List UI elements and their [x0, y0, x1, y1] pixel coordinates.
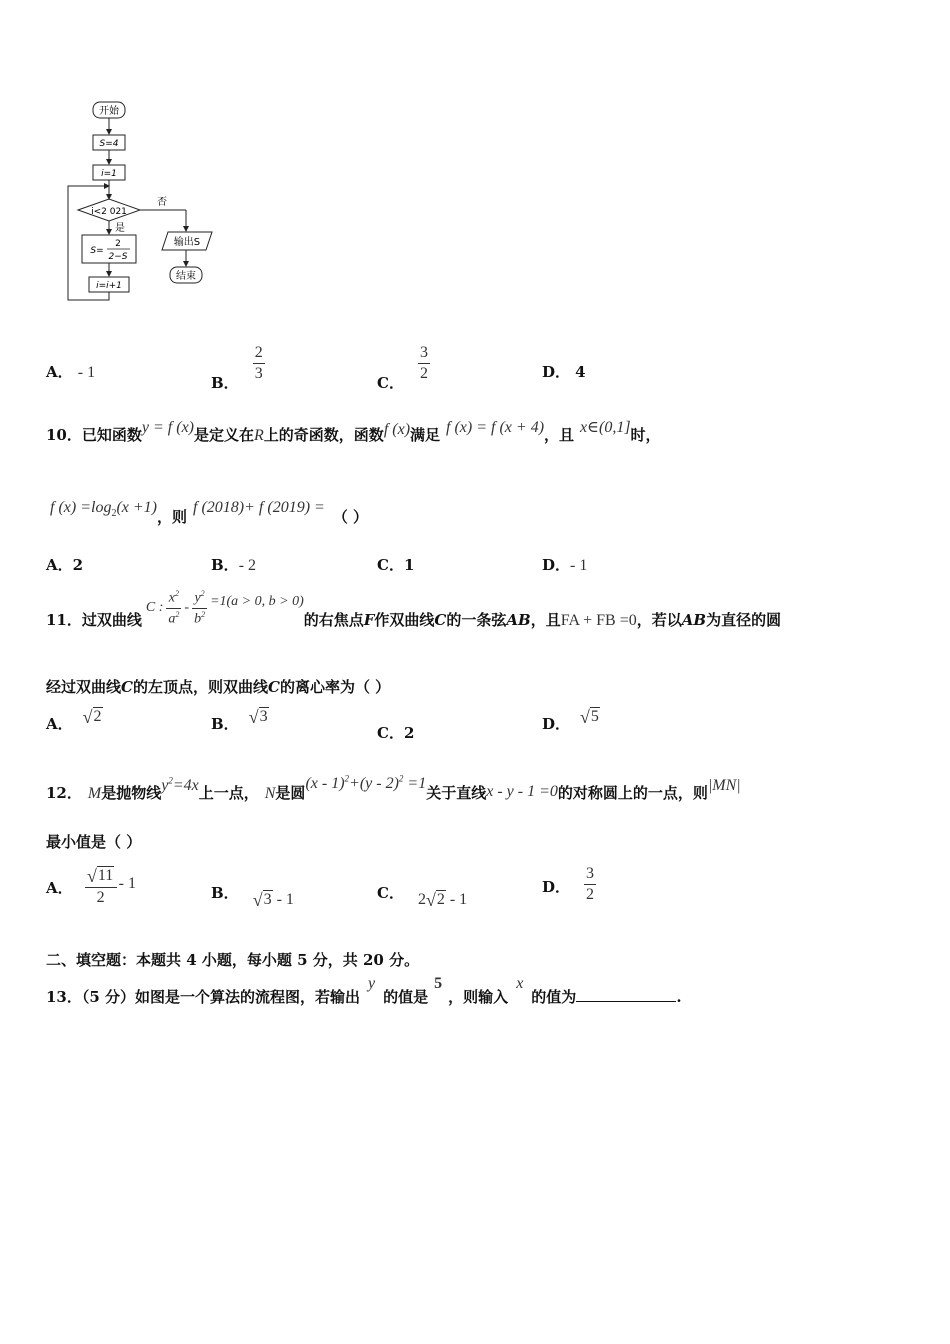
fraction-numerator: √ 11 [86, 865, 114, 886]
text: ，且 [544, 426, 575, 444]
q11-line2 [46, 676, 390, 697]
var-m: M [87, 785, 102, 802]
flow-condition-text: i<2 021 [91, 207, 127, 217]
parabola-rhs: =4x [172, 777, 199, 794]
text: 为直径的圆 [706, 610, 782, 629]
q9-option-c[interactable] [377, 334, 430, 393]
option-letter: C． [377, 724, 404, 742]
q12-option-c[interactable] [377, 884, 468, 910]
sup: 2 [398, 773, 404, 784]
text: 已知函数 [81, 426, 142, 444]
sup: 2 [200, 588, 205, 598]
option-letter: C． [377, 884, 404, 902]
option-value: 2 [72, 556, 84, 574]
option-coef: 2 [417, 891, 426, 908]
hyperbola-condition: =1(a > 0, b > 0) [210, 594, 304, 609]
option-fraction [253, 345, 265, 382]
fraction-numerator: 2 [254, 344, 263, 361]
option-tail: - 1 [276, 891, 294, 908]
q9-option-a[interactable] [46, 361, 95, 382]
text: （ ） [332, 508, 369, 526]
math-sum: f (2018)+ f (2019) = [193, 499, 325, 516]
text: 过双曲线 [81, 610, 142, 629]
flow-init-s-text: S=4 [99, 139, 119, 149]
question-number: 10． [46, 426, 82, 444]
sup: 2 [344, 773, 350, 784]
sup: 2 [201, 609, 206, 619]
flow-increment-text: i=i+1 [96, 281, 122, 291]
option-tail: - 1 [449, 891, 468, 908]
option-fraction [85, 866, 117, 906]
question-number: 12． [46, 784, 82, 802]
question-number: 11． [46, 610, 82, 629]
y-var: y [194, 590, 201, 606]
option-letter: D． [542, 715, 571, 733]
flow-no-label: 否 [157, 197, 167, 208]
text: 是定义在 [194, 426, 255, 444]
radicand: 3 [259, 708, 268, 726]
text: 满足 [410, 426, 441, 444]
option-letter: C． [377, 374, 404, 392]
math-parabola [161, 777, 199, 794]
flow-end-text: 结束 [176, 271, 196, 282]
text: 的左顶点，则双曲线 [132, 678, 268, 696]
q10-option-a[interactable] [46, 554, 83, 575]
q10-option-c[interactable] [377, 554, 414, 575]
q10-option-d[interactable] [542, 554, 587, 575]
flow-update-s-lhs: S= [90, 246, 104, 256]
var-c: C [121, 678, 133, 696]
q10-line1 [46, 419, 661, 445]
answer-blank[interactable] [576, 987, 676, 1002]
option-letter: B． [211, 884, 239, 902]
option-letter: D． [542, 878, 571, 896]
option-letter: A． [46, 879, 73, 898]
b-var: b [194, 611, 202, 627]
fraction-numerator: 3 [419, 344, 428, 361]
log-arg: (x +1) [116, 499, 158, 516]
sqrt-expression: √ 2 [82, 707, 102, 727]
q12-line1 [46, 773, 741, 802]
option-value: - 1 [77, 364, 96, 381]
var-c: C [267, 678, 280, 696]
var-ab: AB [506, 610, 531, 629]
math-interval: x∈(0,1] [580, 419, 631, 436]
sup: 2 [175, 609, 180, 619]
fraction-denominator: 3 [254, 365, 263, 382]
fraction-y2-b2 [192, 590, 207, 626]
q11-option-a[interactable] [46, 707, 103, 734]
text: 时， [630, 426, 661, 444]
text: 的值为 [531, 988, 577, 1006]
var-n: N [264, 785, 276, 802]
flowchart [60, 98, 230, 308]
hyperbola-c: C : [145, 600, 164, 615]
q9-option-b[interactable] [211, 334, 265, 393]
sup: 2 [175, 588, 179, 598]
option-fraction [418, 345, 430, 382]
text: ，若以 [636, 610, 682, 629]
option-letter: A． [46, 715, 73, 733]
text: 的一条弦 [446, 610, 507, 629]
text: 是圆 [275, 784, 306, 802]
option-letter: C． [377, 556, 404, 574]
text: 作双曲线 [374, 610, 435, 629]
var-f: F [363, 610, 375, 629]
value-5: 5 [434, 975, 443, 992]
sqrt-expression: √ 2 [425, 890, 445, 910]
question-number: 13． [46, 988, 82, 1006]
math-circle [305, 775, 426, 792]
q11-option-b[interactable] [211, 707, 269, 734]
q12-option-d[interactable] [542, 866, 596, 903]
circle-term-y: +(y - 2) [349, 775, 399, 792]
option-fraction [584, 866, 596, 903]
math-vector-sum: FA + FB =0 [560, 611, 637, 629]
text: 的右焦点 [303, 610, 364, 629]
option-value: 4 [575, 363, 586, 381]
math-line: x - y - 1 =0 [486, 783, 558, 800]
sqrt-expression: √ 3 [252, 890, 272, 910]
option-letter: D． [542, 363, 571, 381]
math-period: f (x) = f (x + 4) [446, 419, 545, 436]
radicand: 5 [590, 708, 599, 726]
text: 的离心率为（ ） [279, 678, 391, 696]
text: 的值是 [383, 988, 429, 1006]
flow-start-text: 开始 [99, 106, 119, 117]
option-letter: D． [542, 556, 571, 574]
text: 上一点， [198, 784, 259, 802]
var-c: C [434, 610, 447, 629]
section-heading: 二、填空题：本题共 4 小题，每小题 5 分，共 20 分。 [46, 951, 420, 969]
sup: 2 [168, 775, 173, 786]
x-var: x [168, 590, 175, 606]
fraction-numerator: 3 [586, 865, 595, 882]
text: 是抛物线 [101, 784, 162, 802]
math-y-eq-fx: y = f (x) [141, 419, 194, 436]
flow-update-s-den: 2−S [108, 252, 128, 262]
option-value: - 2 [238, 557, 257, 574]
fraction-denominator: 2 [586, 886, 595, 903]
minus: - [184, 600, 190, 615]
option-letter: A． [46, 556, 73, 574]
option-letter: B． [211, 374, 239, 392]
text: 经过双曲线 [46, 678, 122, 696]
math-abs-mn: |MN| [707, 777, 741, 794]
flow-update-s-num: 2 [115, 239, 121, 249]
math-r: R [254, 427, 264, 444]
radicand: 2 [93, 708, 102, 726]
text: 最小值是（ ） [46, 833, 142, 851]
log-base: 2 [111, 508, 117, 520]
var-ab: AB [681, 610, 707, 629]
text: ，则输入 [448, 988, 509, 1006]
sqrt-expression: √ 5 [580, 707, 599, 727]
text: 关于直线 [426, 784, 487, 802]
var-y: y [368, 975, 376, 992]
fraction-denominator: 2 [85, 887, 117, 906]
text: ，且 [530, 610, 561, 629]
flow-output-text: 输出S [173, 237, 201, 248]
text: 上的奇函数，函数 [263, 426, 384, 444]
option-letter: B． [211, 715, 239, 733]
q12-option-a[interactable] [46, 866, 136, 906]
y-var: y [161, 777, 169, 794]
flow-yes-label: 是 [115, 223, 125, 234]
q13-line [46, 975, 682, 1007]
option-value: 1 [403, 556, 415, 574]
radicand: 11 [97, 867, 114, 884]
text: . [676, 988, 682, 1006]
a-var: a [168, 611, 176, 627]
option-value: - 1 [570, 557, 588, 574]
math-log [50, 499, 158, 520]
text: 的对称圆上的一点，则 [557, 784, 708, 802]
text: ，则 [157, 508, 188, 526]
fraction-x2-a2 [166, 590, 181, 626]
sqrt-expression: √ 3 [248, 707, 268, 727]
circle-rhs: =1 [407, 775, 427, 792]
flow-init-i-text: i=1 [101, 169, 117, 179]
option-tail: - 1 [118, 874, 136, 892]
q12-option-b[interactable] [211, 884, 294, 910]
q11-option-c[interactable] [377, 722, 414, 743]
option-value: 2 [403, 724, 415, 742]
circle-term-x: (x - 1) [305, 775, 345, 792]
q11-line1 [46, 588, 781, 628]
math-fx: f (x) [383, 421, 411, 438]
radicand: 2 [436, 891, 445, 909]
option-letter: B． [211, 556, 239, 574]
q10-line2 [50, 496, 369, 526]
radicand: 3 [263, 891, 272, 909]
option-letter: A． [46, 363, 73, 381]
q11-option-d[interactable] [542, 707, 600, 734]
q12-line2 [46, 831, 141, 852]
q9-option-d[interactable] [542, 361, 586, 382]
log-text: f (x) =log [50, 499, 112, 516]
fraction-denominator: 2 [419, 365, 428, 382]
math-hyperbola [146, 590, 304, 626]
q10-option-b[interactable] [211, 554, 256, 575]
var-x: x [516, 975, 524, 992]
q11-text-run [304, 609, 781, 630]
text: （5 分）如图是一个算法的流程图，若输出 [81, 988, 361, 1006]
